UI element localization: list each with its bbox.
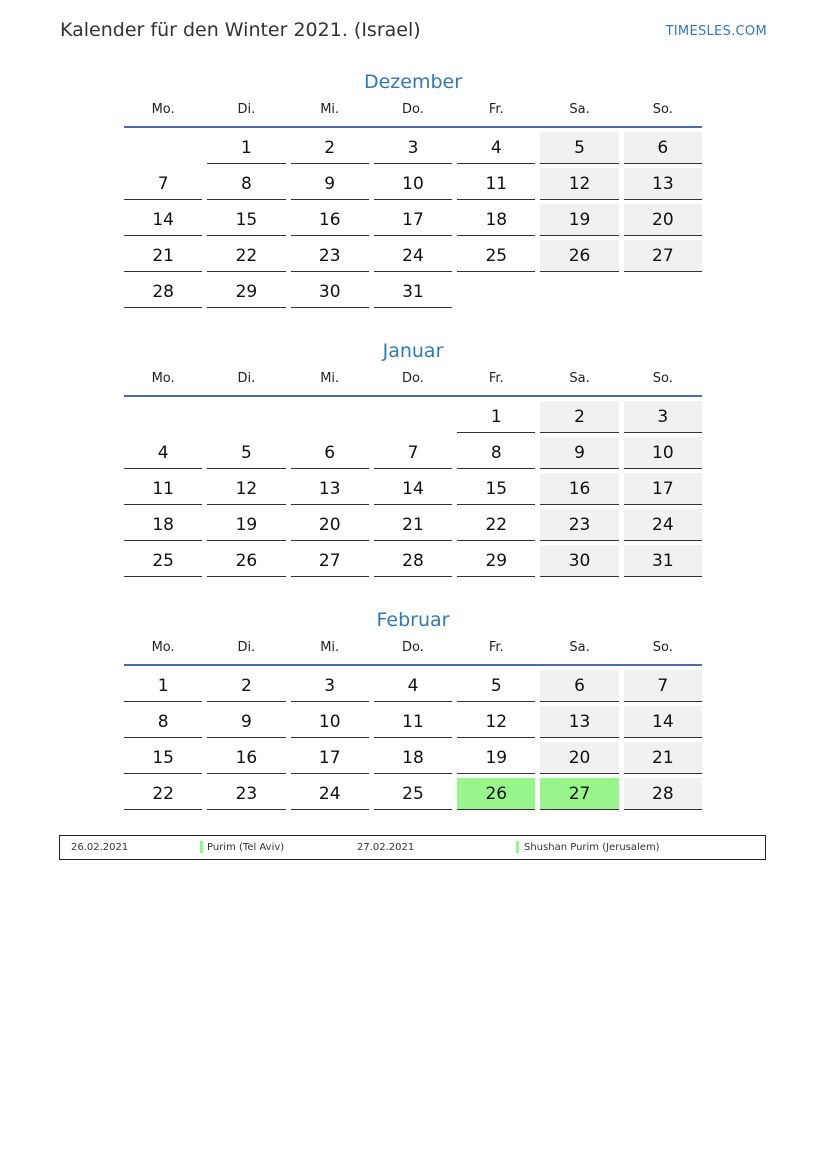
month-january <box>124 339 702 581</box>
day-cell: 15 <box>207 204 285 236</box>
holiday-legend <box>59 835 766 860</box>
day-cell: 4 <box>124 437 202 469</box>
month-grid <box>124 132 702 312</box>
weekday-label: Di. <box>237 640 256 655</box>
day-cell: 11 <box>124 473 202 505</box>
day-cell: 16 <box>207 742 285 774</box>
header-rule <box>124 664 702 666</box>
day-cell: 19 <box>540 204 618 236</box>
month-title: Januar <box>382 340 444 362</box>
holiday-day-cell: 27 <box>540 778 618 810</box>
day-cell: 24 <box>374 240 452 272</box>
week-row <box>124 706 702 742</box>
day-cell: 2 <box>207 670 285 702</box>
day-cell: 21 <box>624 742 702 774</box>
day-cell: 30 <box>291 276 369 308</box>
day-cell: 9 <box>291 168 369 200</box>
day-cell: 1 <box>124 670 202 702</box>
weekday-label: Di. <box>237 371 256 386</box>
day-cell: 21 <box>124 240 202 272</box>
week-row <box>124 401 702 437</box>
day-cell: 31 <box>374 276 452 308</box>
week-row <box>124 204 702 240</box>
day-cell: 10 <box>291 706 369 738</box>
weekday-label: Sa. <box>569 371 590 386</box>
day-cell: 12 <box>207 473 285 505</box>
holiday-day-cell: 26 <box>457 778 535 810</box>
day-cell: 6 <box>291 437 369 469</box>
day-cell: 6 <box>540 670 618 702</box>
day-cell: 5 <box>540 132 618 164</box>
legend-date: 26.02.2021 <box>71 842 129 853</box>
day-cell: 13 <box>540 706 618 738</box>
week-row <box>124 240 702 276</box>
day-cell: 16 <box>291 204 369 236</box>
day-cell: 19 <box>207 509 285 541</box>
day-cell: 8 <box>207 168 285 200</box>
empty-day-cell <box>624 276 702 308</box>
day-cell: 18 <box>124 509 202 541</box>
empty-day-cell <box>457 276 535 308</box>
holiday-marker <box>200 841 203 853</box>
day-cell: 28 <box>374 545 452 577</box>
month-grid <box>124 401 702 581</box>
weekday-header <box>124 100 702 126</box>
day-cell: 8 <box>457 437 535 469</box>
page-title: Kalender für den Winter 2021. (Israel) <box>60 19 421 41</box>
day-cell: 7 <box>374 437 452 469</box>
day-cell: 21 <box>374 509 452 541</box>
weekday-label: Mo. <box>151 102 175 117</box>
day-cell: 4 <box>374 670 452 702</box>
day-cell: 6 <box>624 132 702 164</box>
day-cell: 9 <box>540 437 618 469</box>
weekday-label: Fr. <box>488 371 504 386</box>
day-cell: 19 <box>457 742 535 774</box>
week-row <box>124 545 702 581</box>
day-cell: 7 <box>124 168 202 200</box>
weekday-label: Sa. <box>569 640 590 655</box>
legend-date: 27.02.2021 <box>357 842 415 853</box>
day-cell: 23 <box>291 240 369 272</box>
day-cell: 7 <box>624 670 702 702</box>
week-row <box>124 742 702 778</box>
weekday-header <box>124 369 702 395</box>
month-december <box>124 70 702 312</box>
header-rule <box>124 395 702 397</box>
day-cell: 11 <box>374 706 452 738</box>
day-cell: 25 <box>124 545 202 577</box>
day-cell: 18 <box>374 742 452 774</box>
weekday-label: Mi. <box>320 371 340 386</box>
month-title: Februar <box>376 609 450 631</box>
day-cell: 14 <box>124 204 202 236</box>
day-cell: 15 <box>124 742 202 774</box>
day-cell: 26 <box>207 545 285 577</box>
day-cell: 8 <box>124 706 202 738</box>
empty-day-cell <box>374 401 452 433</box>
week-row <box>124 509 702 545</box>
empty-day-cell <box>540 276 618 308</box>
weekday-label: Fr. <box>488 640 504 655</box>
day-cell: 23 <box>540 509 618 541</box>
day-cell: 3 <box>374 132 452 164</box>
week-row <box>124 276 702 312</box>
day-cell: 25 <box>374 778 452 810</box>
empty-day-cell <box>124 401 202 433</box>
weekday-label: Do. <box>402 640 424 655</box>
weekday-label: Mo. <box>151 371 175 386</box>
day-cell: 29 <box>207 276 285 308</box>
day-cell: 17 <box>374 204 452 236</box>
day-cell: 12 <box>457 706 535 738</box>
day-cell: 30 <box>540 545 618 577</box>
day-cell: 10 <box>374 168 452 200</box>
month-title: Dezember <box>363 71 463 93</box>
day-cell: 13 <box>624 168 702 200</box>
week-row <box>124 670 702 706</box>
day-cell: 24 <box>291 778 369 810</box>
day-cell: 2 <box>540 401 618 433</box>
brand-link[interactable]: TIMESLES.COM <box>665 24 767 39</box>
week-row <box>124 778 702 814</box>
day-cell: 22 <box>207 240 285 272</box>
day-cell: 31 <box>624 545 702 577</box>
day-cell: 18 <box>457 204 535 236</box>
weekday-label: Di. <box>237 102 256 117</box>
weekday-label: Sa. <box>569 102 590 117</box>
day-cell: 26 <box>540 240 618 272</box>
weekday-label: Mi. <box>320 102 340 117</box>
day-cell: 28 <box>624 778 702 810</box>
day-cell: 22 <box>457 509 535 541</box>
day-cell: 3 <box>624 401 702 433</box>
weekday-label: Mi. <box>320 640 340 655</box>
day-cell: 17 <box>291 742 369 774</box>
day-cell: 2 <box>291 132 369 164</box>
weekday-label: So. <box>652 640 673 655</box>
week-row <box>124 168 702 204</box>
header-rule <box>124 126 702 128</box>
day-cell: 27 <box>624 240 702 272</box>
day-cell: 9 <box>207 706 285 738</box>
week-row <box>124 437 702 473</box>
legend-holiday-name: Purim (Tel Aviv) <box>207 842 285 853</box>
day-cell: 5 <box>207 437 285 469</box>
day-cell: 3 <box>291 670 369 702</box>
weekday-label: Do. <box>402 371 424 386</box>
weekday-label: So. <box>652 102 673 117</box>
day-cell: 29 <box>457 545 535 577</box>
holiday-marker <box>516 841 519 853</box>
day-cell: 20 <box>624 204 702 236</box>
day-cell: 10 <box>624 437 702 469</box>
day-cell: 13 <box>291 473 369 505</box>
week-row <box>124 473 702 509</box>
weekday-label: Do. <box>402 102 424 117</box>
empty-day-cell <box>291 401 369 433</box>
day-cell: 14 <box>624 706 702 738</box>
day-cell: 4 <box>457 132 535 164</box>
day-cell: 17 <box>624 473 702 505</box>
day-cell: 1 <box>457 401 535 433</box>
day-cell: 11 <box>457 168 535 200</box>
day-cell: 25 <box>457 240 535 272</box>
day-cell: 24 <box>624 509 702 541</box>
day-cell: 28 <box>124 276 202 308</box>
day-cell: 27 <box>291 545 369 577</box>
empty-day-cell <box>207 401 285 433</box>
day-cell: 23 <box>207 778 285 810</box>
month-grid <box>124 670 702 814</box>
empty-day-cell <box>124 132 202 164</box>
day-cell: 14 <box>374 473 452 505</box>
day-cell: 16 <box>540 473 618 505</box>
week-row <box>124 132 702 168</box>
month-february <box>124 608 702 814</box>
weekday-label: Mo. <box>151 640 175 655</box>
day-cell: 12 <box>540 168 618 200</box>
weekday-header <box>124 638 702 664</box>
weekday-label: So. <box>652 371 673 386</box>
day-cell: 20 <box>540 742 618 774</box>
day-cell: 22 <box>124 778 202 810</box>
day-cell: 1 <box>207 132 285 164</box>
day-cell: 5 <box>457 670 535 702</box>
weekday-label: Fr. <box>488 102 504 117</box>
day-cell: 20 <box>291 509 369 541</box>
legend-holiday-name: Shushan Purim (Jerusalem) <box>524 842 660 853</box>
day-cell: 15 <box>457 473 535 505</box>
